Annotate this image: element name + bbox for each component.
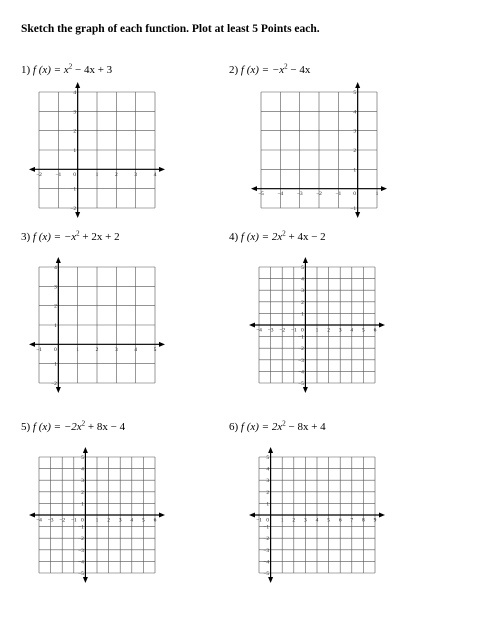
x-tick-label: 0 — [53, 346, 57, 353]
function-name: f (x) = — [240, 421, 272, 433]
x-tick-label: 0 — [81, 517, 84, 524]
x-tick-label: −2 — [36, 171, 42, 178]
x-tick-label: 5 — [327, 517, 330, 524]
x-tick-label: 6 — [153, 517, 157, 524]
y-tick-label: −2 — [263, 536, 270, 543]
x-tick-label: 3 — [114, 346, 118, 353]
arrow-right-icon — [159, 342, 165, 347]
y-tick-label: 3 — [73, 109, 77, 116]
term-rest: − 4x + 3 — [72, 64, 113, 76]
x-tick-label: −1 — [70, 517, 77, 524]
function-name: f (x) = — [240, 231, 272, 243]
problem-number: 1) — [21, 64, 31, 76]
x-tick-label: 3 — [118, 517, 122, 524]
y-tick-label: 1 — [54, 323, 57, 329]
x-tick-label: 3 — [304, 517, 307, 524]
problem-4 — [229, 229, 481, 431]
arrow-down-icon — [56, 387, 61, 393]
y-tick-label: −3 — [298, 357, 304, 364]
y-tick-label: −1 — [70, 186, 77, 193]
arrow-down-icon — [75, 212, 80, 218]
arrow-down-icon — [303, 387, 308, 393]
y-tick-label: −3 — [78, 547, 84, 554]
y-tick-label: −5 — [263, 571, 270, 577]
arrow-down-icon — [268, 577, 273, 583]
coordinate-grid — [251, 82, 397, 238]
x-tick-label: −4 — [256, 327, 262, 334]
problem-3 — [21, 231, 261, 431]
x-tick-label: 0 — [266, 517, 269, 524]
y-tick-label: 4 — [353, 109, 357, 116]
x-tick-label: 9 — [373, 517, 377, 524]
x-tick-label: 1 — [76, 346, 80, 353]
arrow-up-icon — [268, 447, 273, 453]
y-tick-label: 1 — [73, 148, 77, 154]
function-name: f (x) = — [32, 421, 64, 433]
x-tick-label: 4 — [315, 517, 319, 524]
x-tick-label: 1 — [315, 327, 319, 334]
y-tick-label: −4 — [298, 369, 304, 376]
x-tick-label: 3 — [134, 171, 138, 178]
x-tick-label: 0 — [73, 171, 77, 178]
y-tick-label: 2 — [266, 489, 270, 496]
x-tick-label: −2 — [316, 191, 322, 198]
y-tick-label: 3 — [266, 478, 270, 485]
x-tick-label: −3 — [296, 191, 303, 198]
y-tick-label: 1 — [301, 311, 304, 318]
y-tick-label: −1 — [350, 206, 357, 212]
x-tick-label: 2 — [95, 346, 99, 353]
x-tick-label: −1 — [55, 171, 62, 178]
x-tick-label: 1 — [375, 191, 379, 198]
y-tick-label: −4 — [78, 559, 84, 566]
x-tick-label: 5 — [142, 517, 145, 524]
problem-label — [21, 421, 125, 433]
x-tick-label: 4 — [350, 327, 354, 334]
y-tick-label: 3 — [81, 478, 84, 485]
coordinate-grid — [29, 82, 175, 238]
term-rest: + 8x − 4 — [85, 421, 126, 433]
y-tick-label: −2 — [78, 536, 84, 543]
x-tick-label: 6 — [338, 517, 342, 524]
arrow-left-icon — [249, 513, 255, 518]
problem-number: 5) — [21, 421, 31, 433]
function-name: f (x) = — [32, 231, 64, 243]
exponent: 2 — [284, 62, 288, 71]
arrow-up-icon — [56, 257, 61, 263]
exponent: 2 — [282, 419, 286, 428]
term-rest: − 8x + 4 — [285, 421, 326, 433]
x-tick-label: 8 — [362, 517, 365, 524]
problem-label — [229, 64, 310, 76]
x-tick-label: −2 — [279, 327, 286, 334]
y-tick-label: 5 — [353, 90, 357, 96]
exponent: 2 — [282, 229, 286, 238]
x-tick-label: 2 — [327, 327, 330, 334]
arrow-left-icon — [29, 342, 35, 347]
arrow-right-icon — [379, 513, 385, 518]
arrow-down-icon — [355, 212, 360, 218]
x-tick-label: −3 — [267, 327, 274, 334]
arrow-up-icon — [355, 82, 360, 88]
term-rest: − 4x — [287, 64, 311, 76]
y-tick-label: 2 — [54, 303, 57, 310]
term: x — [63, 64, 69, 76]
arrow-left-icon — [29, 513, 35, 518]
coordinate-grid — [29, 257, 175, 413]
problem-label — [229, 421, 326, 433]
y-tick-label: 1 — [353, 167, 357, 174]
problem-5 — [21, 421, 261, 621]
term: 2x — [271, 421, 283, 433]
y-tick-label: 1 — [81, 501, 84, 508]
problem-label — [229, 231, 326, 243]
x-tick-label: −2 — [59, 517, 66, 524]
x-tick-label: 5 — [153, 346, 157, 353]
x-tick-label: −1 — [335, 191, 342, 198]
problem-number: 4) — [229, 231, 239, 243]
x-tick-label: 2 — [114, 171, 118, 178]
arrow-left-icon — [29, 167, 35, 172]
arrow-down-icon — [83, 577, 88, 583]
x-tick-label: 0 — [353, 191, 357, 198]
function-name: f (x) = — [32, 64, 64, 76]
y-tick-label: 4 — [54, 265, 57, 271]
arrow-right-icon — [159, 167, 165, 172]
y-tick-label: 4 — [81, 466, 84, 473]
x-tick-label: −4 — [277, 191, 284, 198]
problem-label — [21, 231, 120, 243]
x-tick-label: 1 — [95, 517, 99, 524]
problem-number: 3) — [21, 231, 31, 243]
y-tick-label: 5 — [81, 455, 84, 461]
y-tick-label: 2 — [353, 148, 357, 154]
arrow-right-icon — [159, 513, 165, 518]
y-tick-label: 3 — [353, 128, 357, 135]
y-tick-label: −2 — [70, 206, 77, 212]
x-tick-label: 5 — [362, 327, 365, 334]
coordinate-grid — [249, 257, 395, 413]
x-tick-label: 4 — [134, 346, 138, 353]
arrow-right-icon — [381, 186, 387, 191]
x-tick-label: −1 — [290, 327, 297, 334]
x-tick-label: 7 — [350, 517, 354, 524]
problem-number: 6) — [229, 421, 239, 433]
y-tick-label: −5 — [78, 571, 84, 577]
y-tick-label: 2 — [301, 299, 304, 306]
x-tick-label: −4 — [36, 517, 42, 524]
function-name: f (x) = — [240, 64, 272, 76]
arrow-left-icon — [249, 323, 255, 328]
term: −x — [271, 64, 285, 76]
exponent: 2 — [76, 229, 80, 238]
coordinate-grid — [249, 447, 395, 603]
term: −x — [63, 231, 77, 243]
arrow-up-icon — [75, 82, 80, 88]
x-tick-label: −5 — [258, 191, 264, 198]
y-tick-label: 5 — [266, 455, 270, 461]
arrow-left-icon — [251, 186, 257, 191]
x-tick-label: 4 — [130, 517, 134, 524]
y-tick-label: −2 — [50, 381, 57, 387]
y-tick-label: 2 — [73, 128, 77, 135]
y-tick-label: −3 — [263, 547, 270, 554]
y-tick-label: −4 — [263, 559, 270, 566]
x-tick-label: −1 — [256, 517, 262, 524]
y-tick-label: 3 — [301, 288, 304, 295]
y-tick-label: 4 — [301, 276, 304, 283]
y-tick-label: −1 — [50, 361, 57, 368]
y-tick-label: 2 — [81, 489, 84, 496]
x-tick-label: 2 — [107, 517, 110, 524]
y-tick-label: 4 — [266, 466, 270, 473]
y-tick-label: −1 — [263, 524, 270, 531]
x-tick-label: −3 — [47, 517, 54, 524]
x-tick-label: 2 — [292, 517, 296, 524]
x-tick-label: 3 — [338, 327, 342, 334]
term: 2x — [271, 231, 283, 243]
problem-6 — [229, 419, 481, 621]
y-tick-label: −1 — [78, 524, 84, 531]
coordinate-grid — [29, 447, 175, 603]
term: −2x — [63, 421, 82, 433]
arrow-right-icon — [379, 323, 385, 328]
x-tick-label: 0 — [301, 327, 304, 334]
exponent: 2 — [81, 419, 86, 428]
y-tick-label: 5 — [301, 265, 304, 271]
x-tick-label: 1 — [95, 171, 99, 178]
problem-label — [21, 64, 112, 76]
y-tick-label: 1 — [266, 501, 270, 508]
x-tick-label: 1 — [280, 517, 284, 524]
problem-number: 2) — [229, 64, 239, 76]
term-rest: + 2x + 2 — [79, 231, 120, 243]
exponent: 2 — [68, 62, 73, 71]
y-tick-label: −2 — [298, 346, 304, 353]
x-tick-label: 4 — [153, 171, 157, 178]
arrow-up-icon — [303, 257, 308, 263]
worksheet-heading: Sketch the graph of each function. Plot at least 5 Points each. — [21, 23, 320, 35]
arrow-up-icon — [83, 447, 88, 453]
y-tick-label: −1 — [298, 334, 304, 341]
term-rest: + 4x − 2 — [285, 231, 326, 243]
y-tick-label: 4 — [73, 90, 77, 96]
x-tick-label: 6 — [373, 327, 377, 334]
y-tick-label: −5 — [298, 381, 304, 387]
x-tick-label: −1 — [36, 346, 42, 353]
y-tick-label: 3 — [54, 284, 57, 291]
